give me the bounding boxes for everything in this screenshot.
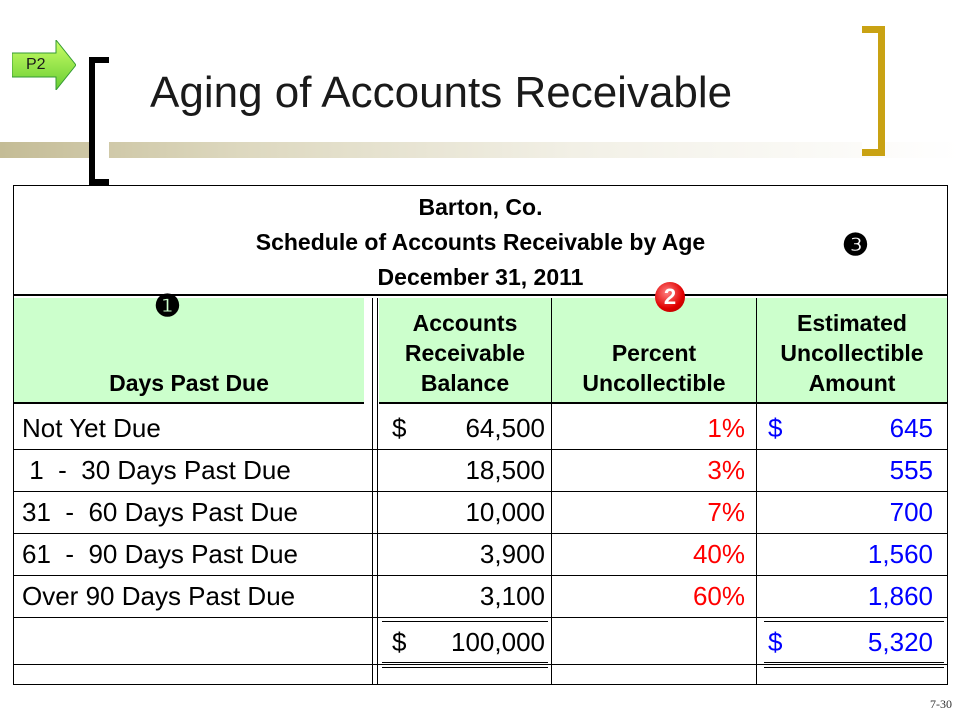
col-header-balance — [379, 298, 551, 404]
total-double-underline — [382, 662, 548, 668]
table-row — [14, 576, 947, 618]
row-label: 31 - 60 Days Past Due — [22, 497, 299, 527]
table-row — [14, 492, 947, 534]
percent-value: 7% — [707, 497, 745, 527]
table-row — [14, 534, 947, 576]
col-header-estimated-line: Amount — [808, 370, 896, 396]
row-label: Over 90 Days Past Due — [22, 581, 296, 611]
schedule-subtitle: Schedule of Accounts Receivable by Age — [255, 229, 706, 255]
aging-schedule — [13, 185, 948, 685]
balance-value: 3,900 — [479, 539, 545, 569]
total-double-underline — [764, 662, 944, 668]
company-name: Barton, Co. — [418, 194, 543, 220]
col-header-days-line: Days Past Due — [109, 370, 269, 396]
amount-value: 700 — [889, 497, 933, 527]
marker-two-icon: 2 — [655, 282, 685, 312]
table-row — [14, 450, 947, 492]
total-amount-dollar-sign: $ — [768, 627, 783, 657]
marker-three-icon: ❸ — [842, 229, 869, 262]
col-header-days — [14, 298, 364, 404]
col-header-percent — [552, 298, 756, 404]
balance-value: 10,000 — [465, 497, 545, 527]
col-header-percent-line: Uncollectible — [582, 370, 726, 396]
row-divider — [14, 664, 947, 665]
right-bracket-decor — [862, 26, 885, 156]
row-label: Not Yet Due — [22, 413, 161, 443]
section-tag: P2 — [26, 56, 46, 73]
total-balance-dollar-sign: $ — [392, 627, 407, 657]
total-balance-value: 100,000 — [451, 627, 545, 657]
percent-value: 3% — [707, 455, 745, 485]
col-header-estimated-line: Estimated — [797, 310, 907, 336]
left-bracket-decor — [89, 57, 109, 185]
balance-dollar-sign: $ — [392, 413, 407, 443]
col-header-balance-line: Balance — [420, 370, 510, 396]
amount-value: 555 — [889, 455, 933, 485]
total-row — [14, 622, 947, 664]
amount-value: 645 — [889, 413, 933, 443]
p2-arrow-badge — [12, 40, 76, 90]
page-title: Aging of Accounts Receivable — [150, 68, 733, 117]
percent-value: 1% — [707, 413, 745, 443]
amount-value: 1,860 — [867, 581, 933, 611]
balance-value: 3,100 — [479, 581, 545, 611]
balance-value: 64,500 — [465, 413, 545, 443]
percent-value: 40% — [692, 539, 745, 569]
total-amount-value: 5,320 — [867, 627, 933, 657]
table-row — [14, 408, 947, 450]
row-label: 1 - 30 Days Past Due — [22, 455, 291, 485]
col-header-balance-line: Receivable — [404, 340, 526, 366]
balance-value: 18,500 — [465, 455, 545, 485]
amount-value: 1,560 — [867, 539, 933, 569]
schedule-date: December 31, 2011 — [377, 264, 584, 290]
percent-value: 60% — [692, 581, 745, 611]
page-number: 7-30 — [930, 697, 952, 711]
col-header-balance-line: Accounts — [412, 310, 518, 336]
schedule-header — [14, 186, 947, 296]
col-header-estimated — [757, 298, 947, 404]
amount-dollar-sign: $ — [768, 413, 783, 443]
col-header-percent-line: Percent — [611, 340, 697, 366]
marker-one-icon: ❶ — [154, 290, 181, 323]
row-label: 61 - 90 Days Past Due — [22, 539, 299, 569]
col-header-estimated-line: Uncollectible — [780, 340, 924, 366]
title-decor-bar — [0, 142, 960, 158]
